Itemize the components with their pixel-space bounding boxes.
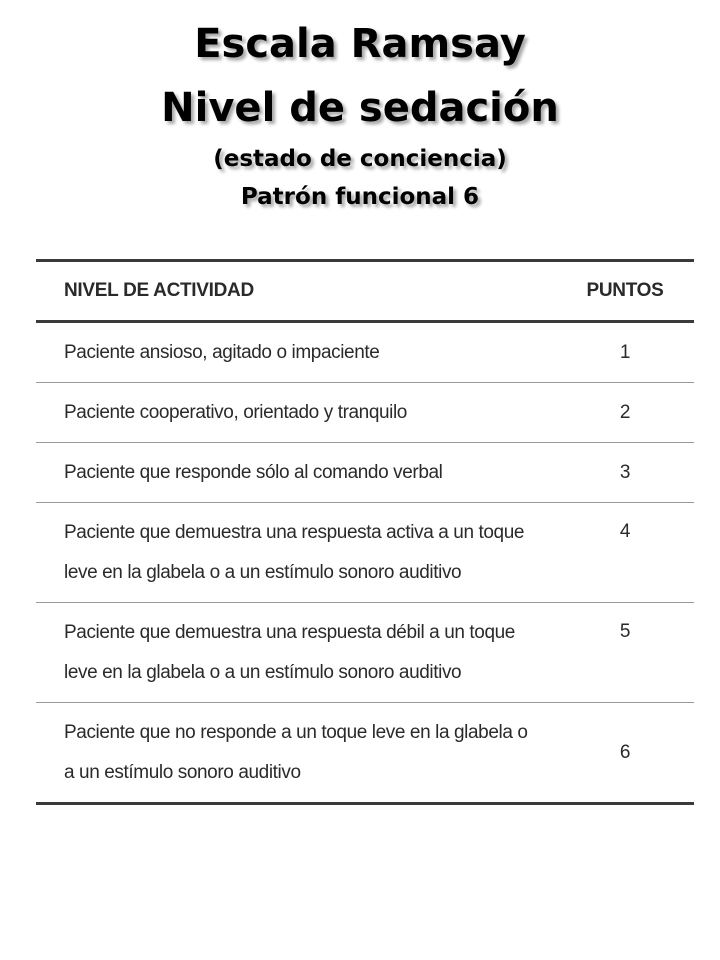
column-header-puntos: PUNTOS: [586, 280, 664, 301]
table-row: [36, 322, 694, 383]
title-nivel-sedacion: Nivel de sedación: [161, 85, 559, 131]
row-description: [36, 603, 562, 703]
row-points: 6: [619, 741, 631, 763]
row-description-line-1: Paciente que demuestra una respuesta débil a un toque: [64, 621, 515, 643]
title-escala-ramsay: Escala Ramsay: [194, 21, 526, 67]
row-points: 5: [619, 621, 631, 642]
column-header-nivel: NIVEL DE ACTIVIDAD: [64, 280, 254, 301]
table-row: [36, 603, 694, 703]
table-row: [36, 383, 694, 443]
row-description-line-2: leve en la glabela o a un estímulo sonoro auditivo: [64, 561, 462, 583]
row-description-line-2: a un estímulo sonoro auditivo: [64, 761, 301, 783]
subtitle-estado-conciencia: (estado de conciencia): [213, 146, 507, 172]
subtitle-patron-funcional: Patrón funcional 6: [240, 184, 480, 210]
row-description: Paciente cooperativo, orientado y tranquilo: [64, 401, 407, 423]
ramsay-scale-table: [36, 259, 694, 805]
row-points: 3: [619, 461, 631, 483]
row-points: 1: [619, 341, 631, 363]
row-description: Paciente ansioso, agitado o impaciente: [64, 341, 380, 363]
table-row: [36, 443, 694, 503]
row-points: 2: [619, 401, 631, 423]
table-header-row: [36, 261, 694, 322]
row-description-line-1: Paciente que no responde a un toque leve en la glabela o: [64, 721, 528, 743]
row-points: 4: [619, 521, 631, 542]
table-row: [36, 503, 694, 603]
row-description: [36, 503, 562, 603]
table-row: [36, 703, 694, 804]
row-description: Paciente que responde sólo al comando verbal: [64, 461, 443, 483]
row-description-line-1: Paciente que demuestra una respuesta activa a un toque: [64, 521, 525, 543]
row-description: [36, 703, 562, 804]
row-description-line-2: leve en la glabela o a un estímulo sonoro auditivo: [64, 661, 462, 683]
